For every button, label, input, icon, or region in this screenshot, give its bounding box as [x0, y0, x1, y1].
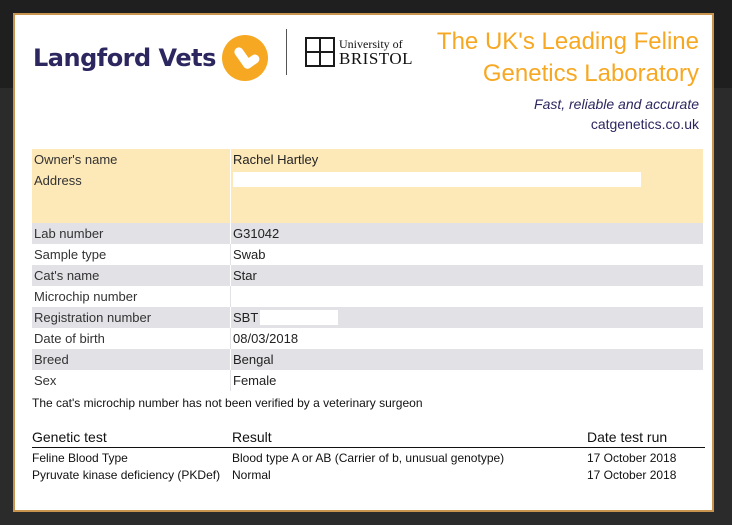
registration-redaction — [260, 310, 338, 325]
sex-row — [32, 370, 703, 391]
genetic-results-table — [32, 429, 705, 482]
header-genetic-test: Genetic test — [32, 429, 107, 445]
lab-number-row — [32, 223, 703, 244]
test-result: Normal — [232, 468, 271, 482]
registration-value-cell — [230, 307, 703, 328]
owner-value: Rachel Hartley — [230, 149, 703, 170]
brand-name: Langford Vets — [33, 44, 216, 72]
microchip-note: The cat's microchip number has not been verified by a veterinary surgeon — [32, 396, 423, 410]
lab-number-label: Lab number — [34, 226, 104, 241]
logo-divider — [286, 29, 287, 75]
address-value — [230, 170, 703, 223]
breed-value: Bengal — [230, 349, 703, 370]
bristol-crest-icon — [305, 37, 335, 67]
sample-type-value: Swab — [230, 244, 703, 265]
owner-label: Owner's name — [34, 152, 118, 167]
university-of-bristol-logo — [305, 37, 413, 67]
test-name: Feline Blood Type — [32, 451, 128, 465]
sex-value: Female — [230, 370, 703, 391]
address-label: Address — [34, 173, 82, 188]
cat-name-value: Star — [230, 265, 703, 286]
owner-row — [32, 149, 703, 170]
headline-line-1: The UK's Leading Feline — [436, 28, 699, 55]
cat-details-table — [32, 149, 703, 391]
certificate-sheet — [13, 13, 714, 512]
table-row — [32, 451, 705, 465]
dob-label: Date of birth — [34, 331, 105, 346]
breed-label: Breed — [34, 352, 69, 367]
sample-type-label: Sample type — [34, 247, 107, 262]
test-result: Blood type A or AB (Carrier of b, unusual genotype) — [232, 451, 505, 465]
results-header-row — [32, 429, 705, 448]
tagline: Fast, reliable and accurate — [534, 96, 699, 112]
header-result: Result — [232, 429, 272, 445]
cat-name-row — [32, 265, 703, 286]
website-text: catgenetics.co.uk — [590, 116, 699, 132]
microchip-row — [32, 286, 703, 307]
microchip-label: Microchip number — [34, 289, 138, 304]
headline-line-2: Genetics Laboratory — [482, 60, 699, 87]
test-name: Pyruvate kinase deficiency (PKDef) — [32, 468, 221, 482]
dob-row — [32, 328, 703, 349]
test-date: 17 October 2018 — [587, 468, 677, 482]
registration-label: Registration number — [34, 310, 152, 325]
sex-label: Sex — [34, 373, 57, 388]
partner-small-text: University of — [339, 36, 403, 51]
breed-row — [32, 349, 703, 370]
lab-number-value: G31042 — [230, 223, 703, 244]
partner-name: BRISTOL — [339, 48, 414, 68]
registration-row — [32, 307, 703, 328]
langford-vets-logo — [33, 35, 268, 81]
address-row — [32, 170, 703, 223]
sample-type-row — [32, 244, 703, 265]
table-row — [32, 468, 705, 482]
test-date: 17 October 2018 — [587, 451, 677, 465]
headline — [437, 26, 699, 90]
langford-l-icon — [222, 35, 268, 81]
registration-value: SBT — [233, 310, 259, 325]
cat-name-label: Cat's name — [34, 268, 100, 283]
dob-value: 08/03/2018 — [230, 328, 703, 349]
address-redaction — [233, 172, 641, 187]
header-date: Date test run — [587, 429, 668, 445]
microchip-value — [230, 286, 703, 307]
